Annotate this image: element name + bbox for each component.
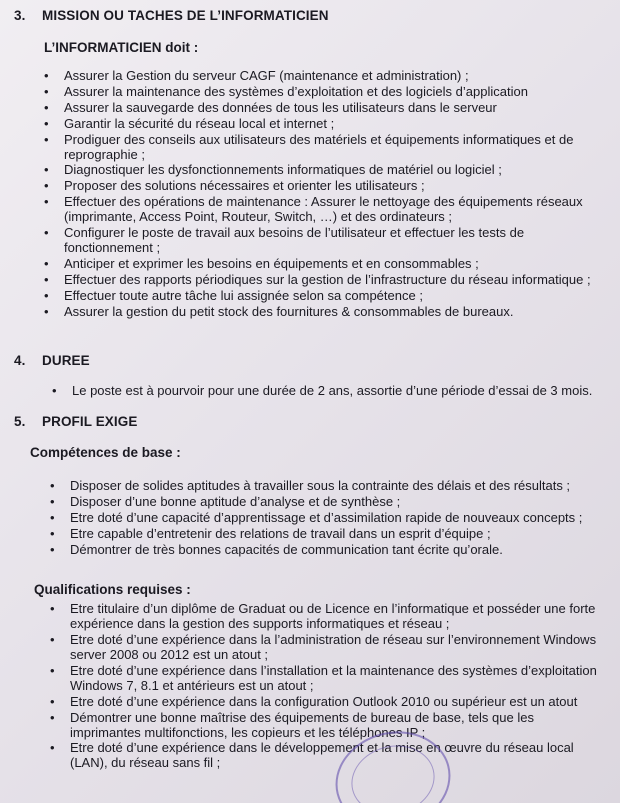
missions-list xyxy=(44,68,592,320)
competences-list xyxy=(50,478,610,557)
mission-item: • Assurer la maintenance des systèmes d’exploitation et des logiciels d’application xyxy=(44,84,592,99)
mission-item: • Effectuer des opérations de maintenance : Assurer le nettoyage des équipements réseaux (imprimante, Access Point, Routeur, Switch, …) et des ordinateurs ; xyxy=(44,194,592,224)
competence-item: • Démontrer de très bonnes capacités de communication tant écrite qu’orale. xyxy=(50,542,610,557)
mission-item: • Effectuer des rapports périodiques sur la gestion de l’infrastructure du réseau informatique ; xyxy=(44,272,592,287)
section-4-title: DUREE xyxy=(42,353,90,368)
competence-item: • Etre doté d’une capacité d’apprentissage et d’assimilation rapide de nouveaux concepts ; xyxy=(50,510,610,525)
mission-item: • Anticiper et exprimer les besoins en équipements et en consommables ; xyxy=(44,256,592,271)
duree-list xyxy=(52,383,612,399)
qualification-item: • Etre titulaire d’un diplôme de Graduat ou de Licence en l’informatique et posséder une forte expérience dans la gestion des supports informatiques et réseau ; xyxy=(50,601,598,631)
section-3-number: 3. xyxy=(14,8,26,23)
qualification-item: • Etre doté d’une expérience dans l’installation et la maintenance des systèmes d’exploitation Windows 7, 8.1 et antérieurs est un atout ; xyxy=(50,663,598,693)
qualifications-title: Qualifications requises : xyxy=(34,582,191,597)
qualification-item: • Etre doté d’une expérience dans la configuration Outlook 2010 ou supérieur est un atout xyxy=(50,694,598,709)
competence-item: • Disposer de solides aptitudes à travailler sous la contrainte des délais et des résultats ; xyxy=(50,478,610,493)
mission-item: • Prodiguer des conseils aux utilisateurs des matériels et équipements informatiques et de reprographie ; xyxy=(44,132,592,162)
stamp-inner-ring xyxy=(344,737,442,803)
qualification-item: • Etre doté d’une expérience dans le développement et la mise en œuvre du réseau local (LAN), du réseau sans fil ; xyxy=(50,740,598,770)
section-3-heading xyxy=(14,8,329,23)
mission-item: • Configurer le poste de travail aux besoins de l’utilisateur et effectuer les tests de fonctionnement ; xyxy=(44,225,592,255)
section-4-number: 4. xyxy=(14,353,26,368)
section-3-subtitle: L’INFORMATICIEN doit : xyxy=(44,40,199,55)
competence-item: • Etre capable d’entretenir des relations de travail dans un esprit d’équipe ; xyxy=(50,526,610,541)
qualification-item: • Démontrer une bonne maîtrise des équipements de bureau de base, tels que les imprimantes multifonctions, les copieurs et les téléphones IP ; xyxy=(50,710,598,740)
mission-item: • Assurer la gestion du petit stock des fournitures & consommables de bureaux. xyxy=(44,304,592,319)
section-3-title: MISSION OU TACHES DE L’INFORMATICIEN xyxy=(42,8,329,23)
duree-item: • Le poste est à pourvoir pour une durée de 2 ans, assortie d’une période d’essai de 3 mois. xyxy=(52,383,612,398)
section-5-title: PROFIL EXIGE xyxy=(42,414,138,429)
mission-item: • Assurer la Gestion du serveur CAGF (maintenance et administration) ; xyxy=(44,68,592,83)
section-5-heading xyxy=(14,414,137,429)
section-5-number: 5. xyxy=(14,414,26,429)
mission-item: • Proposer des solutions nécessaires et orienter les utilisateurs ; xyxy=(44,178,592,193)
competence-item: • Disposer d’une bonne aptitude d’analyse et de synthèse ; xyxy=(50,494,610,509)
mission-item: • Effectuer toute autre tâche lui assignée selon sa compétence ; xyxy=(44,288,592,303)
qualification-item: • Etre doté d’une expérience dans la l’administration de réseau sur l’environnement Windows server 2008 ou 2012 est un atout ; xyxy=(50,632,598,662)
competences-title: Compétences de base : xyxy=(30,445,181,460)
qualifications-list xyxy=(50,601,598,771)
section-4-heading xyxy=(14,353,90,368)
mission-item: • Garantir la sécurité du réseau local et internet ; xyxy=(44,116,592,131)
mission-item: • Assurer la sauvegarde des données de tous les utilisateurs dans le serveur xyxy=(44,100,592,115)
mission-item: • Diagnostiquer les dysfonctionnements informatiques de matériel ou logiciel ; xyxy=(44,162,592,177)
